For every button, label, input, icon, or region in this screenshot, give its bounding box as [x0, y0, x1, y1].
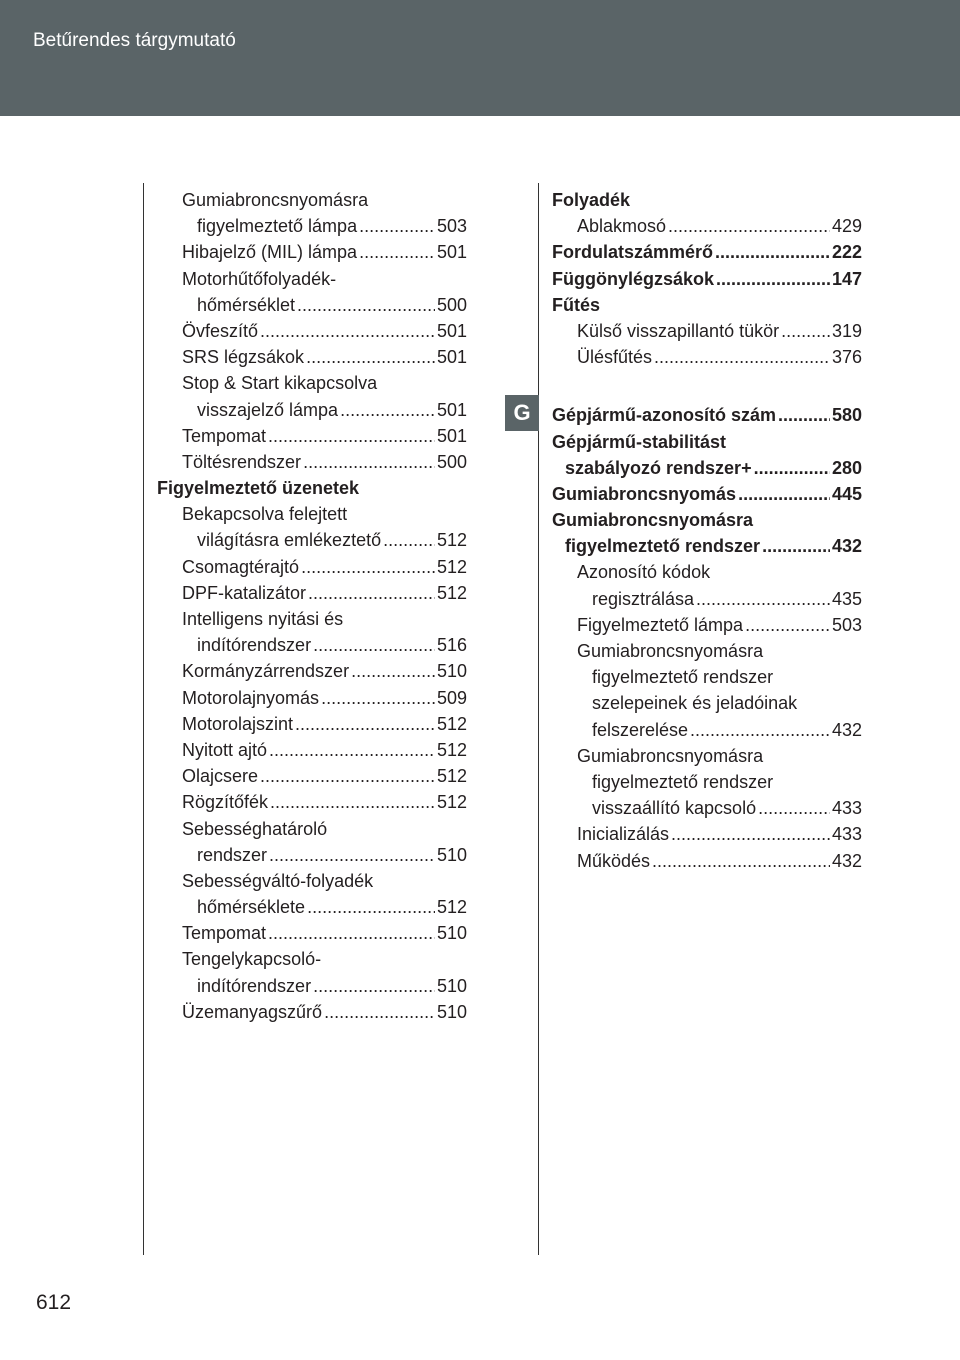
index-entry-text: Inicializálás [577, 824, 670, 845]
index-entry-text: Motorolajszint [182, 713, 294, 734]
index-entry-page[interactable]: 510 [436, 1001, 467, 1022]
index-entry-page[interactable]: 501 [436, 242, 467, 263]
index-entry-text: Tempomat [182, 425, 267, 446]
index-entry [157, 763, 467, 789]
leader-dots [359, 213, 435, 239]
index-entry [552, 821, 862, 847]
index-entry [157, 842, 467, 868]
index-entry [552, 533, 862, 559]
index-entry [552, 481, 862, 507]
index-entry-text: Sebességhatároló [182, 818, 328, 839]
leader-dots [762, 533, 830, 559]
index-entry-page[interactable]: 501 [436, 399, 467, 420]
index-entry-text: visszajelző lámpa [197, 399, 339, 420]
index-entry [157, 920, 467, 946]
leader-dots [269, 737, 435, 763]
leader-dots [321, 685, 435, 711]
index-entry-text: Figyelmeztető üzenetek [157, 478, 360, 499]
index-entry-text: Gépjármű-stabilitást [552, 431, 727, 452]
leader-dots [778, 402, 830, 428]
index-entry [157, 816, 467, 842]
leader-dots [359, 239, 435, 265]
index-entry-page[interactable]: 501 [436, 347, 467, 368]
index-entry-page[interactable]: 512 [436, 897, 467, 918]
index-entry-text: világításra emlékeztető [197, 530, 382, 551]
index-entry-text: Külső visszapillantó tükör [577, 320, 780, 341]
leader-dots [306, 344, 435, 370]
leader-dots [297, 292, 435, 318]
index-entry-text: Töltésrendszer [182, 451, 302, 472]
index-entry [157, 397, 467, 423]
leader-dots [308, 580, 435, 606]
column-divider-left [143, 183, 144, 1255]
index-entry-page[interactable]: 510 [436, 975, 467, 996]
index-entry [552, 664, 862, 690]
index-entry-text: hőmérséklet [197, 294, 296, 315]
leader-dots [758, 795, 830, 821]
index-entry-text: Működés [577, 850, 651, 871]
index-entry-page[interactable]: 512 [436, 739, 467, 760]
index-entry-text: Sebességváltó-folyadék [182, 870, 374, 891]
leader-dots [340, 397, 435, 423]
index-entry [552, 266, 862, 292]
index-entry [552, 507, 862, 533]
index-entry-page[interactable]: 512 [436, 713, 467, 734]
leader-dots [313, 973, 435, 999]
index-entry [157, 527, 467, 553]
index-entry [552, 769, 862, 795]
index-entry [552, 402, 862, 428]
leader-dots [307, 894, 435, 920]
index-entry-page[interactable]: 432 [831, 536, 862, 557]
index-entry [157, 213, 467, 239]
index-entry [157, 554, 467, 580]
index-entry-page[interactable]: 147 [831, 268, 862, 289]
index-entry-text: Olajcsere [182, 766, 259, 787]
leader-dots [260, 763, 435, 789]
index-entry-page[interactable]: 510 [436, 661, 467, 682]
leader-dots [754, 455, 830, 481]
index-entry-text: DPF-katalizátor [182, 582, 307, 603]
index-entry-text: Bekapcsolva felejtett [182, 504, 348, 525]
index-entry [552, 586, 862, 612]
index-entry-page[interactable]: 433 [831, 798, 862, 819]
index-entry-text: Tengelykapcsoló- [182, 949, 322, 970]
page-header [0, 0, 960, 116]
index-entry [157, 606, 467, 632]
index-entry-text: Folyadék [552, 190, 631, 210]
page-number: 612 [36, 1291, 72, 1314]
index-entry [157, 370, 467, 396]
index-entry-page[interactable]: 512 [436, 530, 467, 551]
index-entry [157, 973, 467, 999]
index-entry [552, 318, 862, 344]
index-entry-page[interactable]: 445 [831, 483, 862, 504]
index-entry [552, 559, 862, 585]
index-entry-text: Motorolajnyomás [182, 687, 320, 708]
leader-dots [268, 920, 435, 946]
index-entry-page[interactable]: 516 [436, 635, 467, 656]
index-entry-page[interactable]: 433 [831, 824, 862, 845]
column-divider-right [538, 183, 539, 1255]
index-entry-text: Gumiabroncsnyomásra [552, 510, 754, 531]
index-entry-page[interactable]: 512 [436, 556, 467, 577]
index-entry-page[interactable]: 432 [831, 719, 862, 740]
leader-dots [324, 999, 435, 1025]
index-entry-text: Fordulatszámmérő [552, 242, 714, 263]
index-entry-page[interactable]: 512 [436, 582, 467, 603]
leader-dots [738, 481, 830, 507]
index-entry-text: Ablakmosó [577, 216, 667, 237]
leader-dots [301, 554, 435, 580]
index-entry-page[interactable]: 500 [436, 451, 467, 472]
index-entry-text: indítórendszer [197, 635, 312, 656]
leader-dots [268, 423, 435, 449]
leader-dots [260, 318, 435, 344]
index-entry [157, 737, 467, 763]
index-entry [157, 266, 467, 292]
index-entry-page[interactable]: 510 [436, 923, 467, 944]
index-entry [157, 423, 467, 449]
index-entry-page[interactable]: 501 [436, 320, 467, 341]
index-entry-text: Gépjármű-azonosító szám [552, 405, 777, 426]
index-entry-page[interactable]: 376 [831, 347, 862, 368]
index-entry [157, 449, 467, 475]
index-entry-text: Kormányzárrendszer [182, 661, 350, 682]
leader-dots [303, 449, 435, 475]
index-entry-text: visszaállító kapcsoló [592, 798, 757, 819]
leader-dots [313, 632, 435, 658]
index-column-right [552, 187, 862, 874]
index-entry-text: figyelmeztető rendszer [592, 667, 774, 688]
index-entry-text: SRS légzsákok [182, 347, 305, 368]
leader-dots [383, 527, 435, 553]
index-entry [157, 999, 467, 1025]
leader-dots [690, 717, 830, 743]
index-entry [157, 685, 467, 711]
index-entry-text: Függönylégzsákok [552, 268, 715, 289]
index-entry-page[interactable]: 503 [831, 614, 862, 635]
index-entry [552, 292, 862, 318]
index-entry-text: figyelmeztető rendszer [592, 771, 774, 792]
index-entry-page[interactable]: 512 [436, 766, 467, 787]
index-entry-page[interactable]: 222 [831, 242, 862, 263]
index-entry-page[interactable]: 503 [436, 216, 467, 237]
index-entry [157, 344, 467, 370]
index-entry-text: Gumiabroncsnyomás [552, 483, 737, 504]
index-entry [552, 795, 862, 821]
index-entry [157, 632, 467, 658]
leader-dots [745, 612, 830, 638]
leader-dots [671, 821, 830, 847]
index-entry [157, 789, 467, 815]
index-entry [157, 894, 467, 920]
index-entry-page[interactable]: 580 [831, 405, 862, 426]
index-entry [552, 213, 862, 239]
index-entry-page[interactable]: 280 [831, 457, 862, 478]
leader-dots [652, 848, 830, 874]
index-entry [157, 580, 467, 606]
index-entry [552, 638, 862, 664]
index-entry [552, 239, 862, 265]
index-entry-text: Fűtés [552, 294, 601, 315]
index-entry [552, 743, 862, 769]
index-entry-page[interactable]: 435 [831, 588, 862, 609]
index-entry-page[interactable]: 500 [436, 294, 467, 315]
section-title: Betűrendes tárgymutató [33, 30, 236, 51]
index-entry-text: Ülésfűtés [577, 347, 653, 368]
index-entry-page[interactable]: 429 [831, 216, 862, 237]
index-entry [157, 475, 467, 501]
index-entry [552, 429, 862, 455]
index-entry [552, 717, 862, 743]
index-entry-text: figyelmeztető lámpa [197, 216, 358, 237]
index-entry-page[interactable]: 501 [436, 425, 467, 446]
index-entry-text: Tempomat [182, 923, 267, 944]
index-entry-text: Gumiabroncsnyomásra [577, 641, 764, 661]
leader-dots [351, 658, 435, 684]
index-entry-text: szelepeinek és jeladóinak [592, 693, 798, 714]
index-entry [552, 848, 862, 874]
index-entry-text: Gumiabroncsnyomásra [577, 745, 764, 766]
index-entry-text: Hibajelző (MIL) lámpa [182, 242, 358, 263]
leader-dots [270, 789, 435, 815]
index-entry-text: Rögzítőfék [182, 792, 269, 813]
index-entry [552, 690, 862, 716]
index-entry [552, 344, 862, 370]
index-entry-page[interactable]: 512 [436, 792, 467, 813]
index-entry-text: Gumiabroncsnyomásra [182, 190, 369, 210]
index-column-left [157, 187, 467, 1025]
index-letter-tab[interactable]: G [505, 395, 539, 431]
leader-dots [696, 586, 830, 612]
index-entry-text: regisztrálása [592, 588, 695, 609]
index-entry-page[interactable]: 510 [436, 844, 467, 865]
index-entry-text: Csomagtérajtó [182, 556, 300, 577]
leader-dots [654, 344, 830, 370]
index-entry-text: rendszer [197, 844, 268, 865]
leader-dots [715, 239, 830, 265]
index-entry-text: Azonosító kódok [577, 562, 711, 583]
index-entry [157, 501, 467, 527]
index-entry-text: Motorhűtőfolyadék- [182, 268, 337, 289]
index-entry-text: Figyelmeztető lámpa [577, 614, 744, 635]
index-entry [552, 612, 862, 638]
index-entry [157, 711, 467, 737]
index-entry [157, 868, 467, 894]
leader-dots [781, 318, 830, 344]
index-entry [157, 292, 467, 318]
index-entry [157, 318, 467, 344]
leader-dots [295, 711, 435, 737]
leader-dots [668, 213, 830, 239]
index-entry-page[interactable]: 509 [436, 687, 467, 708]
index-entry [157, 658, 467, 684]
index-entry-text: Övfeszítő [182, 320, 259, 341]
leader-dots [716, 266, 830, 292]
index-entry-page[interactable]: 319 [831, 320, 862, 341]
index-entry-text: Stop & Start kikapcsolva [182, 373, 378, 394]
index-entry-text: felszerelése [592, 719, 689, 740]
index-entry-text: indítórendszer [197, 975, 312, 996]
index-entry-text: Intelligens nyitási és [182, 609, 344, 629]
index-entry-page[interactable]: 432 [831, 850, 862, 871]
index-entry [157, 187, 467, 213]
index-entry-text: hőmérséklete [197, 897, 306, 918]
index-entry-text: szabályozó rendszer+ [565, 457, 752, 478]
leader-dots [269, 842, 435, 868]
index-entry-text: Nyitott ajtó [182, 739, 268, 760]
index-entry [552, 455, 862, 481]
index-entry [157, 239, 467, 265]
index-entry-text: Üzemanyagszűrő [182, 1001, 323, 1022]
index-entry [157, 946, 467, 972]
index-entry-text: figyelmeztető rendszer [565, 536, 761, 557]
index-entry [552, 187, 862, 213]
